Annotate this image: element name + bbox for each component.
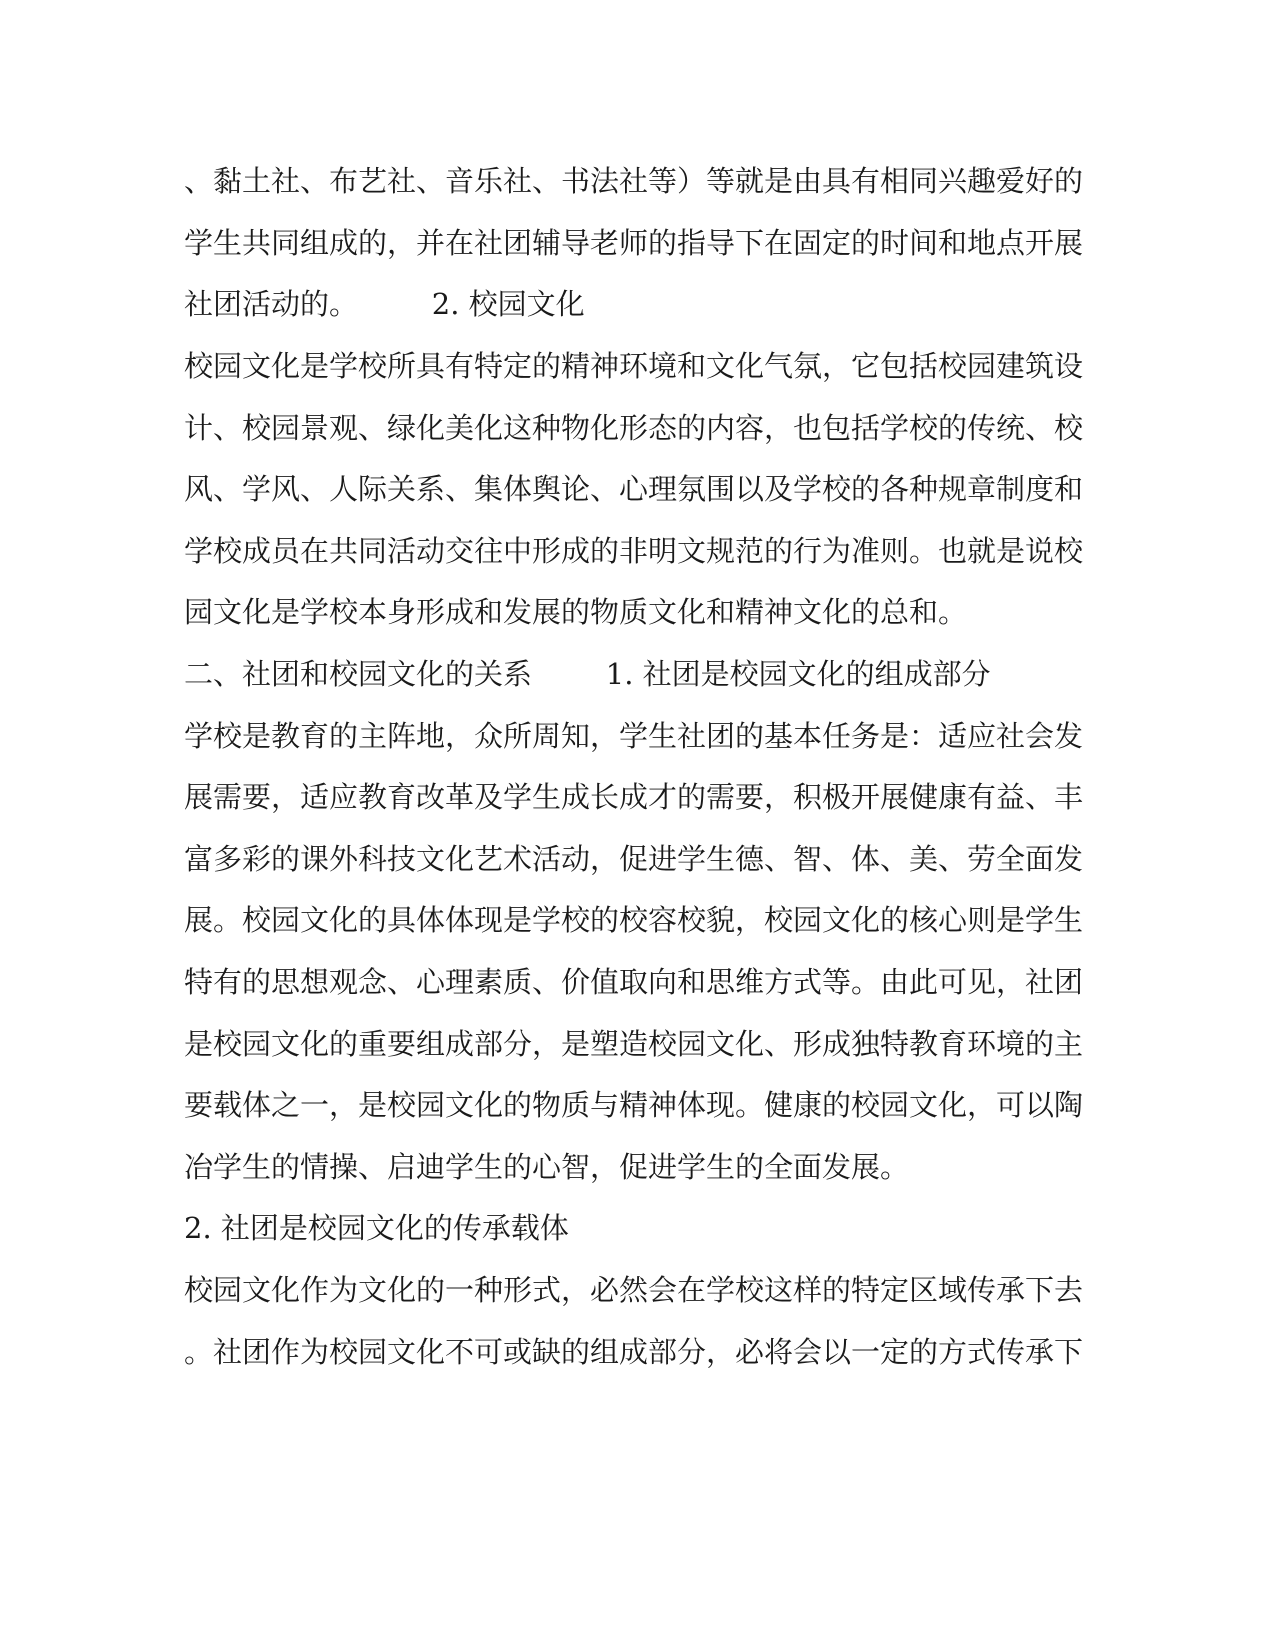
text-line: 校园文化作为文化的一种形式，必然会在学校这样的特定区域传承下去 [184,1273,1084,1307]
text-line: 展需要，适应教育改革及学生成长成才的需要，积极开展健康有益、丰 [184,780,1084,814]
text-line: 计、校园景观、绿化美化这种物化形态的内容，也包括学校的传统、校 [184,411,1084,445]
text-line: 要载体之一，是校园文化的物质与精神体现。健康的校园文化，可以陶 [184,1088,1084,1122]
text-line: 展。校园文化的具体体现是学校的校容校貌，校园文化的核心则是学生 [184,903,1084,937]
text-line: 社团活动的。 2. 校园文化 [184,287,585,321]
text-line: 。社团作为校园文化不可或缺的组成部分，必将会以一定的方式传承下 [184,1335,1084,1369]
section-heading: 二、社团和校园文化的关系 1. 社团是校园文化的组成部分 [184,657,991,691]
text-line: 特有的思想观念、心理素质、价值取向和思维方式等。由此可见，社团 [184,965,1084,999]
text-line: 学校成员在共同活动交往中形成的非明文规范的行为准则。也就是说校 [184,534,1084,568]
text-line: 学校是教育的主阵地，众所周知，学生社团的基本任务是：适应社会发 [184,719,1084,753]
text-line: 是校园文化的重要组成部分，是塑造校园文化、形成独特教育环境的主 [184,1027,1084,1061]
text-line: 富多彩的课外科技文化艺术活动，促进学生德、智、体、美、劳全面发 [184,842,1084,876]
text-line: 风、学风、人际关系、集体舆论、心理氛围以及学校的各种规章制度和 [184,472,1084,506]
text-line: 、黏土社、布艺社、音乐社、书法社等）等就是由具有相同兴趣爱好的 [184,164,1084,198]
text-line: 冶学生的情操、启迪学生的心智，促进学生的全面发展。 [184,1150,910,1184]
text-line: 校园文化是学校所具有特定的精神环境和文化气氛，它包括校园建筑设 [184,349,1084,383]
text-line: 学生共同组成的，并在社团辅导老师的指导下在固定的时间和地点开展 [184,226,1084,260]
subsection-heading: 2. 社团是校园文化的传承载体 [184,1211,569,1245]
text-line: 园文化是学校本身形成和发展的物质文化和精神文化的总和。 [184,595,968,629]
